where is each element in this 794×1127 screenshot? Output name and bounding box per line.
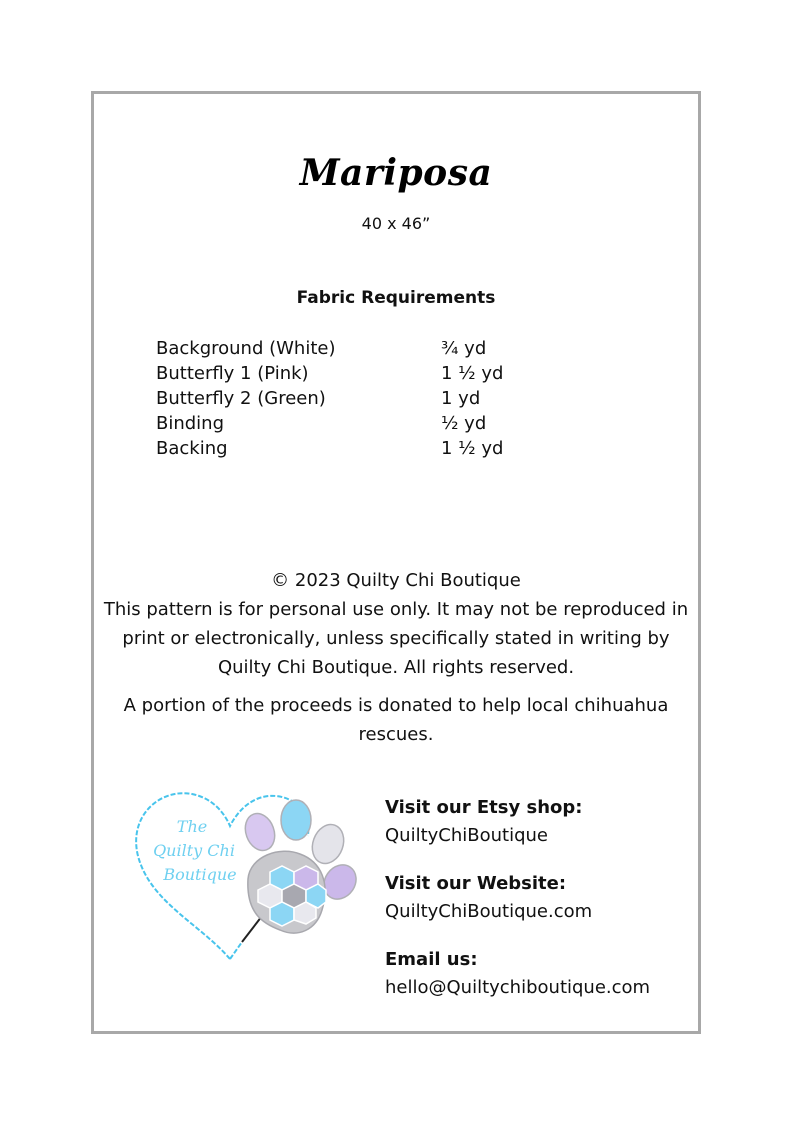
- heart-paw-logo-icon: [130, 784, 380, 974]
- fabric-row: [156, 363, 576, 388]
- fabric-row: [156, 438, 576, 463]
- donation-note: [104, 691, 688, 749]
- fabric-name: Background (White): [156, 338, 336, 359]
- fabric-list: [156, 338, 576, 463]
- email-link[interactable]: hello@Quiltychiboutique.com: [385, 977, 651, 998]
- quilt-size: 40 x 46”: [361, 214, 431, 233]
- email-block: [385, 945, 685, 1002]
- website-block: [385, 869, 685, 926]
- fabric-name: Binding: [156, 413, 225, 434]
- fabric-row: [156, 338, 576, 363]
- copyright-line: print or electronically, unless specifically stated in writing by: [122, 628, 670, 649]
- email-label: Email us:: [385, 949, 478, 970]
- copyright-line: This pattern is for personal use only. It may not be reproduced in: [103, 599, 689, 620]
- fabric-amount: ¾ yd: [441, 338, 487, 359]
- fabric-amount: 1 ½ yd: [441, 363, 504, 384]
- fabric-name: Butterfly 2 (Green): [156, 388, 326, 409]
- fabric-name: Backing: [156, 438, 228, 459]
- fabric-amount: 1 yd: [441, 388, 481, 409]
- etsy-label: Visit our Etsy shop:: [385, 797, 583, 818]
- etsy-shop-link[interactable]: QuiltyChiBoutique: [385, 825, 549, 846]
- pattern-title: Mariposa: [299, 152, 493, 194]
- fabric-row: [156, 413, 576, 438]
- donation-line: A portion of the proceeds is donated to help local chihuahua: [123, 695, 669, 716]
- copyright-notice: [94, 566, 698, 682]
- copyright-line: Quilty Chi Boutique. All rights reserved.: [217, 657, 575, 678]
- donation-line: rescues.: [358, 724, 434, 745]
- logo-text: Quilty Chi: [153, 841, 235, 860]
- website-link[interactable]: QuiltyChiBoutique.com: [385, 901, 593, 922]
- page-frame: [91, 91, 701, 1034]
- fabric-amount: 1 ½ yd: [441, 438, 504, 459]
- quilty-chi-logo: [130, 784, 380, 974]
- etsy-block: [385, 793, 685, 850]
- logo-text: The: [176, 817, 208, 836]
- fabric-requirements-heading: Fabric Requirements: [296, 288, 496, 308]
- logo-text: Boutique: [163, 865, 237, 884]
- fabric-amount: ½ yd: [441, 413, 487, 434]
- fabric-row: [156, 388, 576, 413]
- contact-info: [385, 793, 685, 1021]
- copyright-line: © 2023 Quilty Chi Boutique: [271, 570, 521, 591]
- fabric-name: Butterfly 1 (Pink): [156, 363, 309, 384]
- website-label: Visit our Website:: [385, 873, 567, 894]
